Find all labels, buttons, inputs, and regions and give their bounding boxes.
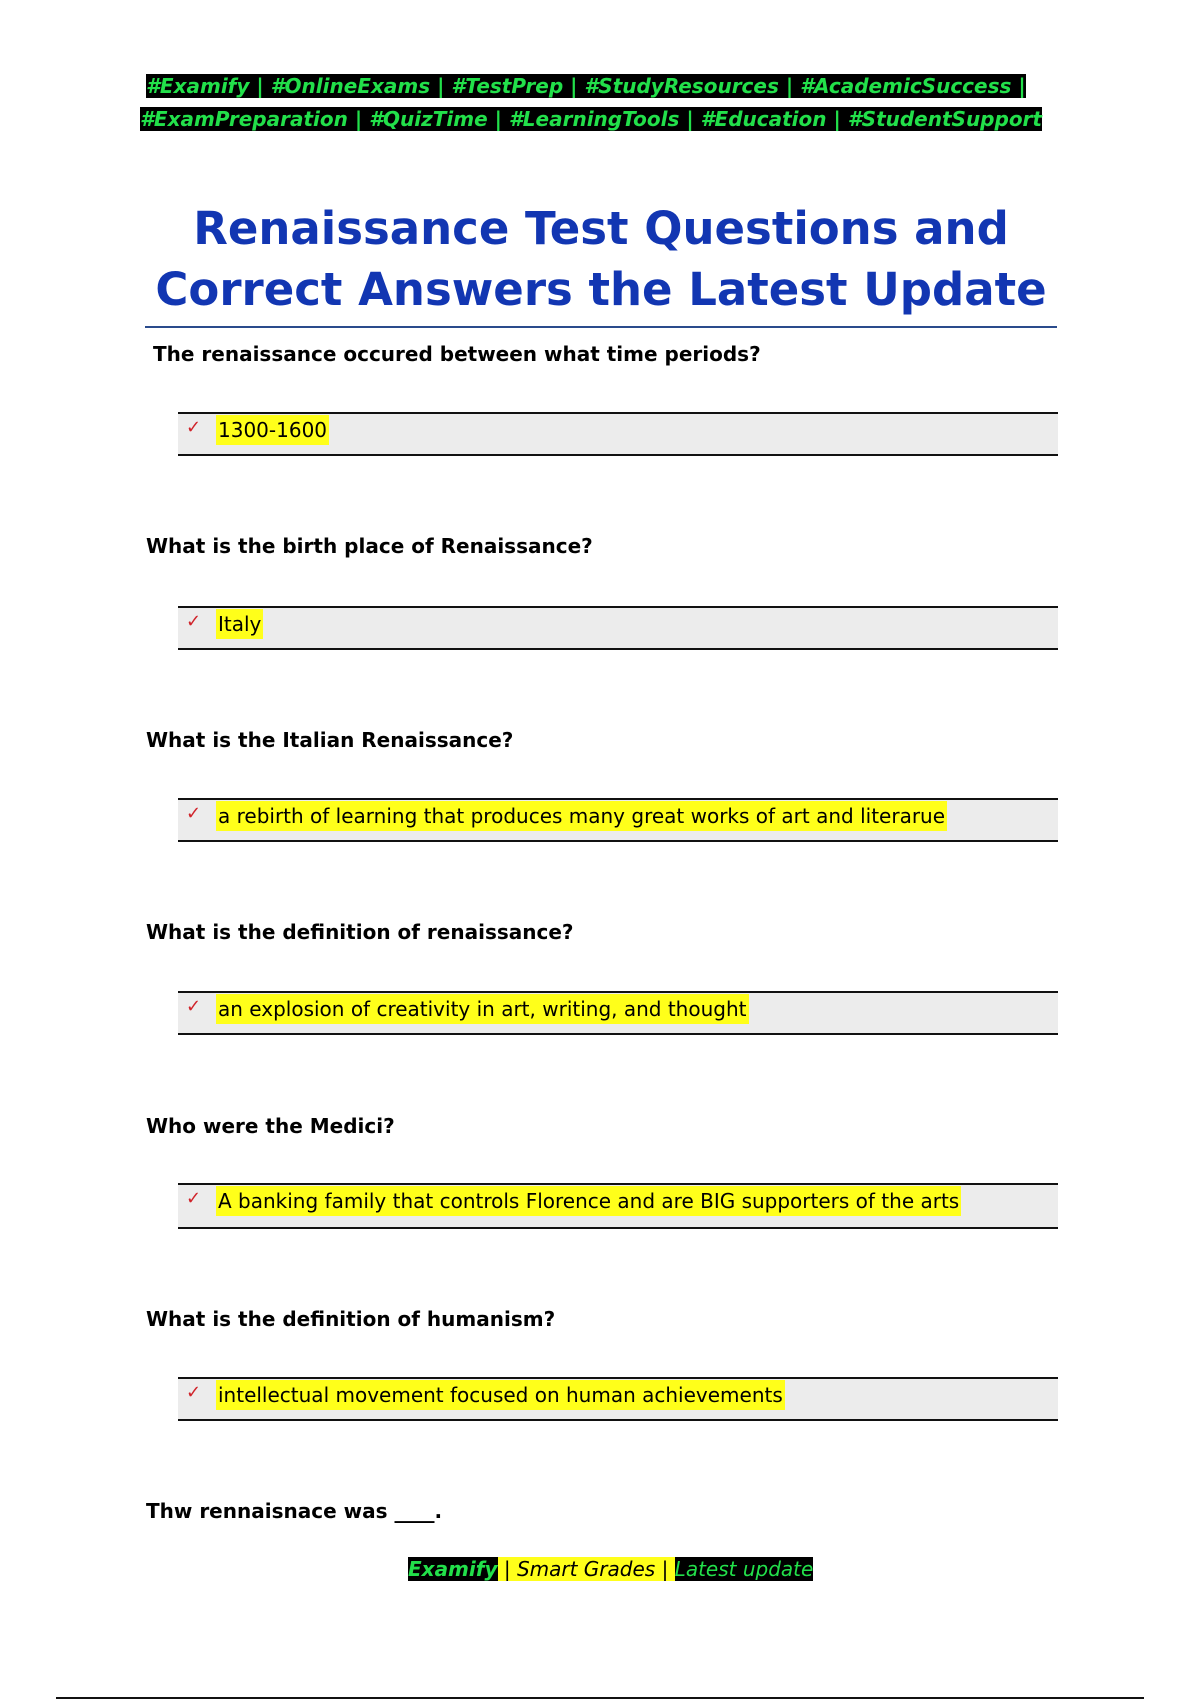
check-icon: ✓	[186, 996, 202, 1017]
question-5: Who were the Medici?	[146, 1114, 395, 1138]
title-line-2: Correct Answers the Latest Update	[155, 263, 1047, 316]
footer-brand-name: Examify	[408, 1557, 498, 1581]
check-icon: ✓	[186, 1382, 202, 1403]
question-2: What is the birth place of Renaissance?	[146, 534, 593, 558]
check-icon: ✓	[186, 611, 202, 632]
answer-box-5	[178, 1183, 1058, 1229]
bottom-divider	[56, 1697, 1144, 1699]
footer-middle: Smart Grades	[516, 1557, 656, 1581]
footer-brand	[408, 1555, 813, 1583]
title-divider	[145, 326, 1057, 328]
answer-box-3	[178, 798, 1058, 842]
question-1: The renaissance occured between what time periods?	[153, 342, 761, 366]
check-icon: ✓	[186, 417, 202, 438]
answer-6: intellectual movement focused on human achievements	[216, 1380, 785, 1410]
hashtag-header	[140, 70, 1056, 136]
check-icon: ✓	[186, 1188, 202, 1209]
answer-box-4	[178, 991, 1058, 1035]
question-4: What is the definition of renaissance?	[146, 920, 574, 944]
footer-tail: Latest update	[674, 1557, 814, 1581]
answer-1: 1300-1600	[216, 415, 329, 445]
answer-2: Italy	[216, 609, 263, 639]
page-title	[145, 198, 1057, 320]
answer-box-6	[178, 1377, 1058, 1421]
title-line-1: Renaissance Test Questions and	[193, 202, 1009, 255]
question-3: What is the Italian Renaissance?	[146, 728, 514, 752]
answer-5: A banking family that controls Florence and are BIG supporters of the arts	[216, 1186, 961, 1216]
check-icon: ✓	[186, 803, 202, 824]
question-7: Thw rennaisnace was ____.	[146, 1499, 443, 1523]
hashtag-line-2: #ExamPreparation | #QuizTime | #LearningTools | #Education | #StudentSupport	[140, 107, 1042, 131]
answer-4: an explosion of creativity in art, writing, and thought	[216, 994, 749, 1024]
answer-box-1	[178, 412, 1058, 456]
footer-separator: |	[497, 1557, 517, 1581]
hashtag-line-1: #Examify | #OnlineExams | #TestPrep | #StudyResources | #AcademicSuccess |	[146, 74, 1026, 98]
question-6: What is the definition of humanism?	[146, 1307, 556, 1331]
answer-box-2	[178, 606, 1058, 650]
answer-3: a rebirth of learning that produces many great works of art and literarue	[216, 801, 947, 831]
footer-separator: |	[655, 1557, 675, 1581]
